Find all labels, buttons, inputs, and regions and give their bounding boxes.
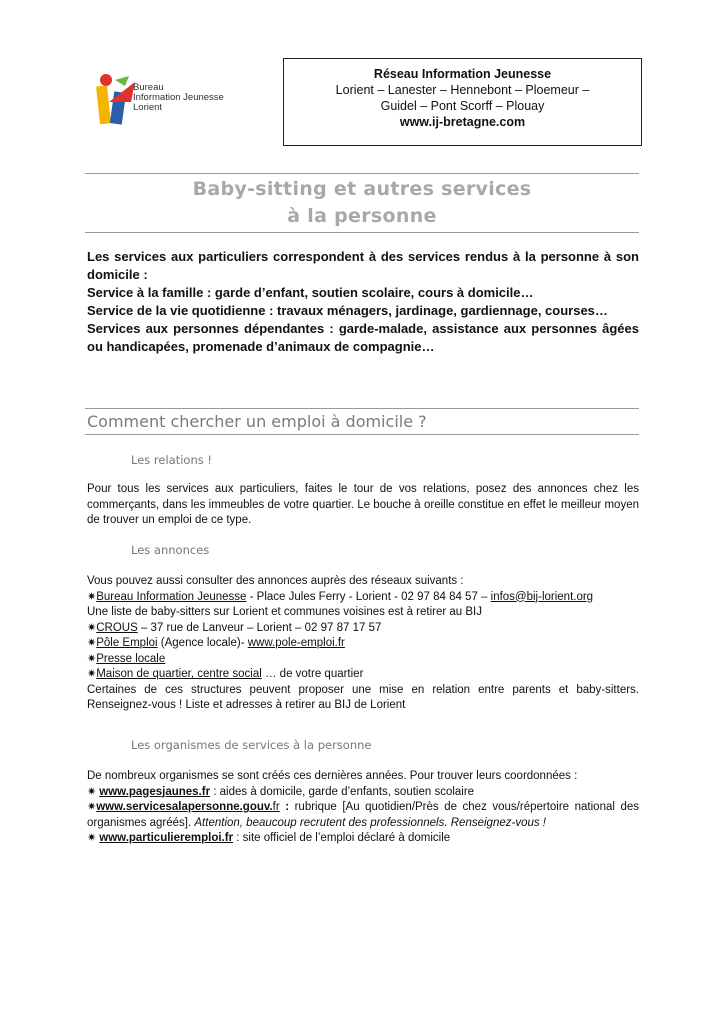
annonces-block [87,574,639,714]
pole-emploi-name: Pôle Emploi [96,637,158,649]
servicesalapersonne-details: rubrique [Au quotidien/Près de chez vous/répertoire national des organismes agréés]. [87,801,639,829]
section-rule-top [85,408,639,409]
header-cities-1: Lorient – Lanester – Hennebont – Ploemeur – [335,83,590,97]
section-title: Comment chercher un emploi à domicile ? [87,412,427,431]
asterisk-bullet-icon: ✷ [87,590,97,603]
crous-entry [87,621,639,637]
organismes-heading: Les organismes de services à la personne [131,738,372,752]
asterisk-bullet-icon: ✷ [87,668,97,680]
crous-name: CROUS [96,621,138,634]
intro-block [87,248,639,356]
relations-heading: Les relations ! [131,453,213,467]
title-line-2: à la personne [287,205,437,227]
title-rule-bottom [85,232,639,233]
asterisk-bullet-icon: ✷ [87,832,100,844]
pole-emploi-link[interactable]: www.pole-emploi.fr [247,637,345,649]
logo-text [133,83,224,113]
maison-quartier-name: Maison de quartier, centre social [96,668,262,680]
asterisk-bullet-icon: ✷ [87,637,97,649]
servicesalapersonne-link[interactable]: www.servicesalapersonne.gouv. [96,801,273,813]
logo-line-1: Bureau [133,82,164,93]
intro-famille: Service à la famille : garde d’enfant, soutien scolaire, cours à domicile… [87,285,534,300]
header-website: www.ij-bretagne.com [399,115,526,129]
servicesalapersonne-entry [87,800,639,831]
servicesalapersonne-colon: : [279,801,290,813]
organismes-intro: De nombreux organismes se sont créés ces dernières années. Pour trouver leurs coordonnées : [87,770,578,782]
babysitter-list-note: Une liste de baby-sitters sur Lorient et communes voisines est à retirer au BIJ [87,606,483,618]
asterisk-bullet-icon: ✷ [87,652,97,665]
bij-entry [87,590,639,606]
servicesalapersonne-link-tld[interactable]: fr [272,801,280,813]
presse-entry [87,652,639,668]
crous-details: – 37 rue de Lanveur – Lorient – 02 97 87 17 57 [137,621,382,634]
asterisk-bullet-icon: ✷ [87,785,100,798]
particulieremploi-details: : site officiel de l’emploi déclaré à domicile [233,832,451,844]
bij-name: Bureau Information Jeunesse [96,590,247,603]
pagesjaunes-entry [87,785,639,801]
annonces-heading: Les annonces [131,543,210,557]
asterisk-bullet-icon: ✷ [87,801,97,813]
pole-emploi-entry [87,636,639,652]
annonces-intro: Vous pouvez aussi consulter des annonces auprès des réseaux suivants : [87,575,464,587]
pagesjaunes-details: : aides à domicile, garde d’enfants, soutien scolaire [210,785,475,798]
section-rule-bottom [85,434,639,435]
bij-logo-icon [95,72,135,134]
presse-locale: Presse locale [96,652,166,665]
servicesalapersonne-warning: Attention, beaucoup recrutent des professionnels. Renseignez-vous ! [194,816,546,829]
logo-line-2: Information Jeunesse [133,92,224,103]
pagesjaunes-link[interactable]: www.pagesjaunes.fr [99,785,211,798]
particulieremploi-entry [87,831,639,847]
header-box [283,58,642,146]
relations-text [87,482,639,529]
maison-quartier-details: … de votre quartier [261,668,364,680]
bij-logo [95,72,245,134]
intro-dependantes: Services aux personnes dépendantes : garde-malade, assistance aux personnes âgées ou handicapées, promenade d’animaux de compagnie… [87,321,639,354]
title-rule-top [85,173,639,174]
bij-details: - Place Jules Ferry - Lorient - 02 97 84 84 57 – [246,590,491,603]
header-cities-2: Guidel – Pont Scorff – Plouay [380,99,545,113]
particulieremploi-link[interactable]: www.particulieremploi.fr [99,832,234,844]
asterisk-bullet-icon: ✷ [87,621,97,634]
relations-paragraph: Pour tous les services aux particuliers, faites le tour de vos relations, posez des annonces chez les commerçants, dans les immeubles de votre quartier. Le bouche à oreille constitue en effet le meilleur moyen de trouver un emploi de ce type. [87,483,639,526]
maison-entry [87,667,639,683]
annonces-closing: Certaines de ces structures peuvent proposer une mise en relation entre parents et baby-sitters. Renseignez-vous ! Liste et adresses à retirer au BIJ de Lorient [87,683,639,711]
pole-emploi-details: (Agence locale)- [157,637,248,649]
header-network-name: Réseau Information Jeunesse [373,67,552,81]
page-title [85,176,639,230]
organismes-block [87,769,639,847]
title-line-1: Baby-sitting et autres services [192,178,532,200]
intro-paragraph: Les services aux particuliers correspondent à des services rendus à la personne à son domicile : [87,249,639,282]
bij-email-link[interactable]: infos@bij-lorient.org [490,590,594,603]
intro-vie-quotidienne: Service de la vie quotidienne : travaux ménagers, jardinage, gardiennage, courses… [87,303,608,318]
logo-line-3: Lorient [133,102,163,113]
